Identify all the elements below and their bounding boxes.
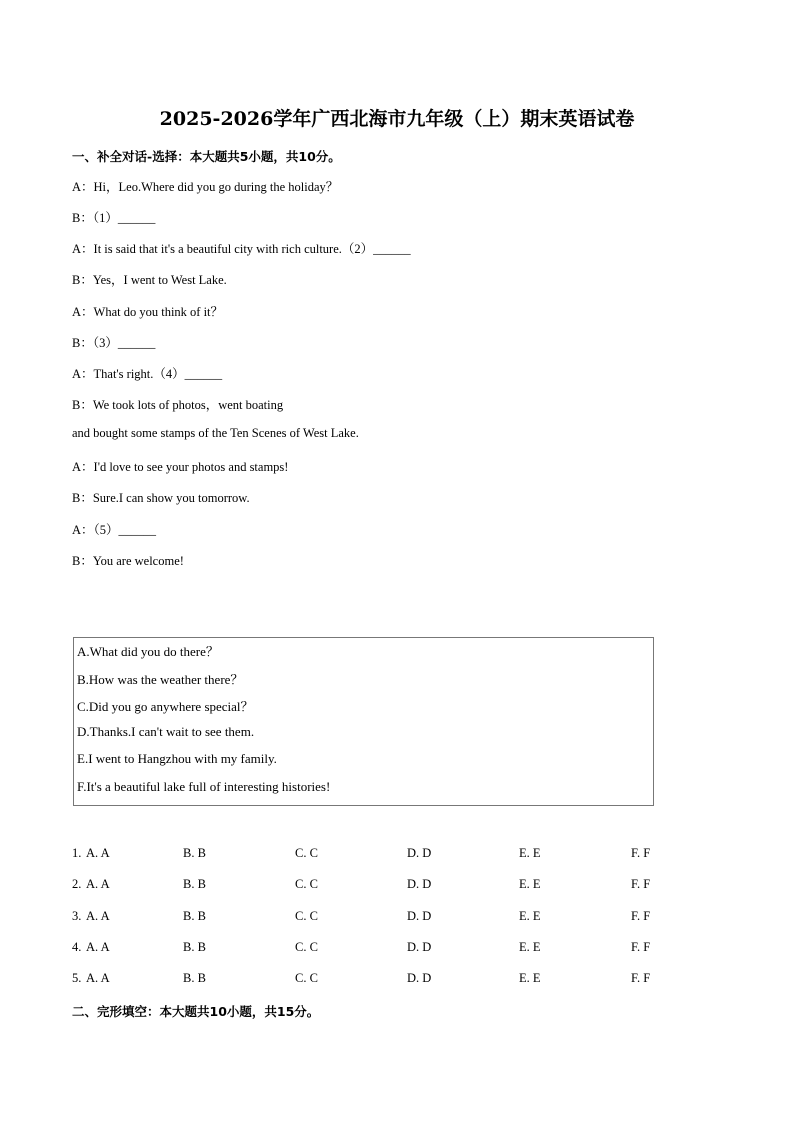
dialogue-line: A：Hi，Leo.Where did you go during the holiday？ (72, 180, 339, 194)
dialogue-line: B：Yes，I went to West Lake. (72, 273, 227, 287)
question-number: 5. (72, 971, 82, 985)
choice-a[interactable]: A. A (86, 909, 110, 923)
option-d: D.Thanks.I can't wait to see them. (77, 724, 255, 739)
question-row (72, 846, 672, 864)
choice-e[interactable]: E. E (519, 940, 541, 954)
choice-b[interactable]: B. B (183, 909, 206, 923)
options-box (73, 637, 654, 806)
dialogue-line: A：It is said that it's a beautiful city with rich culture.（2）______ (72, 242, 411, 256)
option-a: A.What did you do there？ (77, 644, 219, 659)
choice-d[interactable]: D. D (407, 940, 432, 954)
choice-e[interactable]: E. E (519, 971, 541, 985)
choice-f[interactable]: F. F (631, 940, 651, 954)
choice-c[interactable]: C. C (295, 846, 318, 860)
choice-b[interactable]: B. B (183, 971, 206, 985)
dialogue-line: B：（3）______ (72, 336, 156, 350)
option-e: E.I went to Hangzhou with my family. (77, 751, 277, 766)
option-c: C.Did you go anywhere special？ (77, 699, 254, 714)
option-f: F.It's a beautiful lake full of interesting histories! (77, 779, 331, 794)
choice-c[interactable]: C. C (295, 971, 318, 985)
choice-d[interactable]: D. D (407, 909, 432, 923)
dialogue-line: A：（5）______ (72, 523, 157, 537)
question-row (72, 940, 672, 958)
choice-f[interactable]: F. F (631, 971, 651, 985)
question-row (72, 877, 672, 895)
page-title: 2025-2026学年广西北海市九年级（上）期末英语试卷 (159, 108, 635, 130)
choice-a[interactable]: A. A (86, 846, 110, 860)
section-2-heading: 二、完形填空：本大题共10小题，共15分。 (72, 1004, 320, 1019)
dialogue-line: A：What do you think of it？ (72, 305, 224, 319)
dialogue-line: A：I'd love to see your photos and stamps! (72, 460, 289, 474)
choice-e[interactable]: E. E (519, 846, 541, 860)
choice-e[interactable]: E. E (519, 877, 541, 891)
question-row (72, 909, 672, 927)
choice-c[interactable]: C. C (295, 909, 318, 923)
choice-c[interactable]: C. C (295, 877, 318, 891)
question-number: 1. (72, 846, 82, 860)
dialogue-line: B：Sure.I can show you tomorrow. (72, 491, 250, 505)
choice-f[interactable]: F. F (631, 877, 651, 891)
dialogue-line: and bought some stamps of the Ten Scenes of West Lake. (72, 426, 359, 440)
choice-b[interactable]: B. B (183, 846, 206, 860)
question-number: 4. (72, 940, 82, 954)
choice-a[interactable]: A. A (86, 971, 110, 985)
dialogue-line: B：You are welcome! (72, 554, 184, 568)
choice-f[interactable]: F. F (631, 909, 651, 923)
choice-b[interactable]: B. B (183, 877, 206, 891)
dialogue-line: A：That's right.（4）______ (72, 367, 223, 381)
dialogue-line: B：（1）______ (72, 211, 156, 225)
choice-d[interactable]: D. D (407, 846, 432, 860)
choice-b[interactable]: B. B (183, 940, 206, 954)
choice-e[interactable]: E. E (519, 909, 541, 923)
choice-a[interactable]: A. A (86, 877, 110, 891)
choice-a[interactable]: A. A (86, 940, 110, 954)
question-number: 3. (72, 909, 82, 923)
question-number: 2. (72, 877, 82, 891)
section-1-heading: 一、补全对话-选择：本大题共5小题，共10分。 (72, 149, 341, 164)
choice-d[interactable]: D. D (407, 971, 432, 985)
question-row (72, 971, 672, 989)
option-b: B.How was the weather there？ (77, 672, 244, 687)
dialogue-line: B：We took lots of photos，went boating (72, 398, 284, 412)
choice-f[interactable]: F. F (631, 846, 651, 860)
choice-c[interactable]: C. C (295, 940, 318, 954)
choice-d[interactable]: D. D (407, 877, 432, 891)
